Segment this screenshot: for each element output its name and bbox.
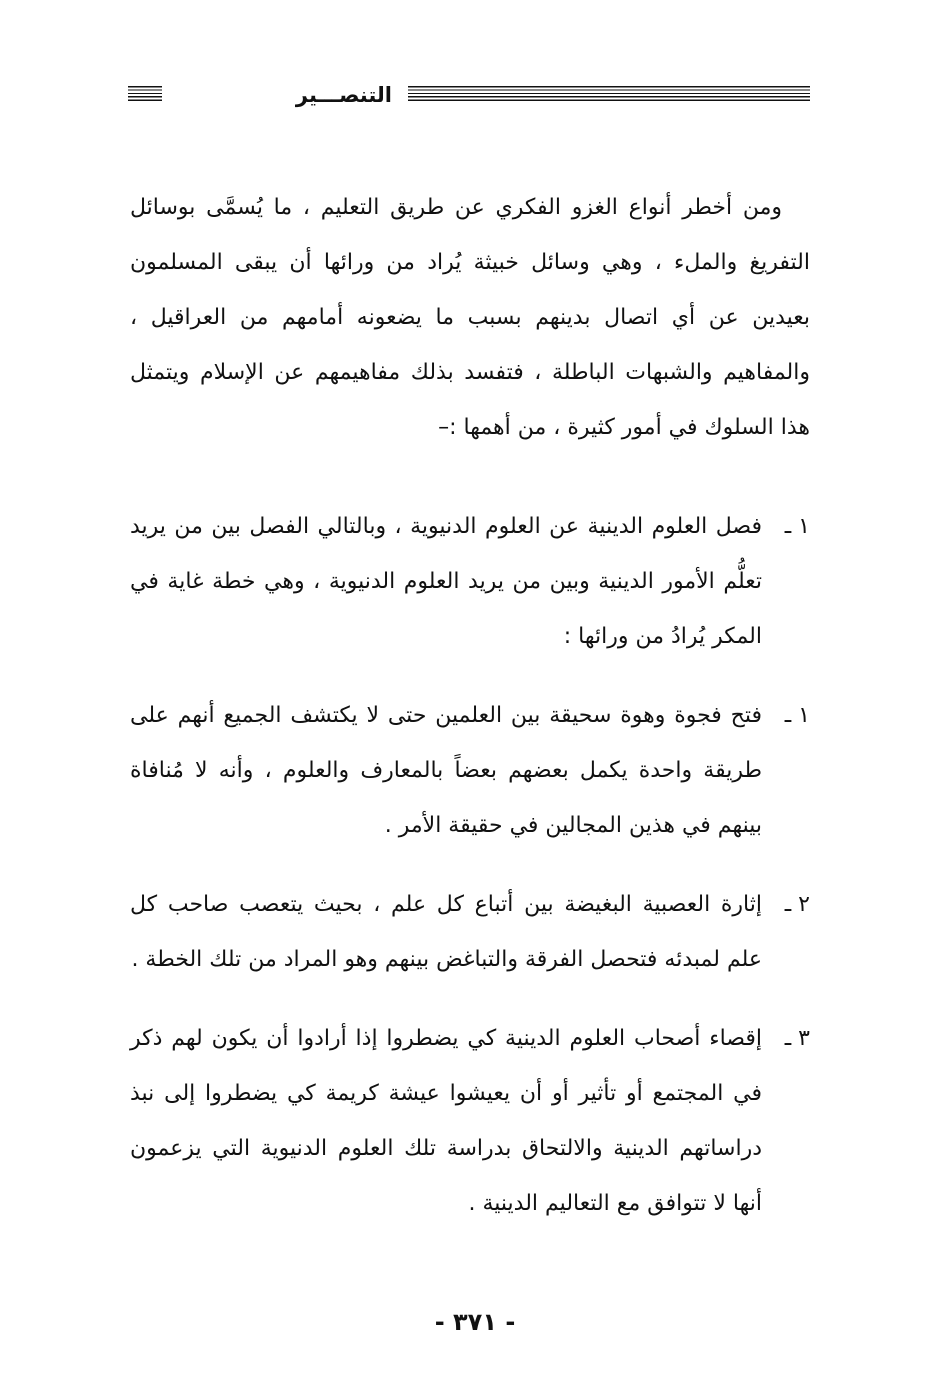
page-body — [130, 180, 810, 1231]
page-number: - ٣٧١ - — [434, 1308, 516, 1336]
list-item-text: إقصاء أصحاب العلوم الدينية كي يضطروا إذا أرادوا أن يكون لهم ذكر في المجتمع أو تأثير أو أن يعيشوا عيشة كريمة كي يضطروا إلى نبذ دراساتهم الدينية والالتحاق بدراسة تلك العلوم الدنيوية التي يزعمون أنها لا تتوافق مع التعاليم الدينية . — [130, 1026, 762, 1216]
intro-paragraph: ومن أخطر أنواع الغزو الفكري عن طريق التعليم ، ما يُسمَّى بوسائل التفريغ والملء ، وهي وسائل خبيثة يُراد من ورائها أن يبقى المسلمون بعيدين عن أي اتصال بدينهم بسبب ما يضعونه أمامهم من العراقيل ، والمفاهيم والشبهات الباطلة ، فتفسد بذلك مفاهيمهم عن الإسلام ويتمثل هذا السلوك في أمور كثيرة ، من أهمها :– — [130, 195, 810, 440]
header-rule-right — [408, 86, 810, 103]
list-item-number: ٢ ـ — [784, 892, 810, 917]
running-header — [128, 80, 810, 110]
list-item-number: ٣ ـ — [784, 1026, 810, 1051]
list-item-text: إثارة العصبية البغيضة بين أتباع كل علم ، بحيث يتعصب صاحب كل علم لمبدئه فتحصل الفرقة والتباغض بينهم وهو المراد من تلك الخطة . — [130, 892, 762, 972]
list-item — [130, 1011, 810, 1231]
header-rule-left — [128, 86, 162, 103]
list-item-number: ١ ـ — [784, 514, 810, 539]
list-item — [130, 877, 810, 987]
list-item-text: فصل العلوم الدينية عن العلوم الدنيوية ، وبالتالي الفصل بين من يريد تعلُّم الأمور الدينية وبين من يريد العلوم الدنيوية ، وهي خطة غاية في المكر يُرادُ من ورائها : — [130, 514, 762, 649]
list-item-text: فتح فجوة وهوة سحيقة بين العلمين حتى لا يكتشف الجميع أنهم على طريقة واحدة يكمل بعضهم بعضاً بالمعارف والعلوم ، وأنه لا مُنافاة بينهم في هذين المجالين في حقيقة الأمر . — [130, 703, 762, 838]
list-item — [130, 688, 810, 853]
list-item-number: ١ ـ — [784, 703, 810, 728]
list-item — [130, 499, 810, 664]
header-title: التنصـــير — [295, 83, 392, 107]
